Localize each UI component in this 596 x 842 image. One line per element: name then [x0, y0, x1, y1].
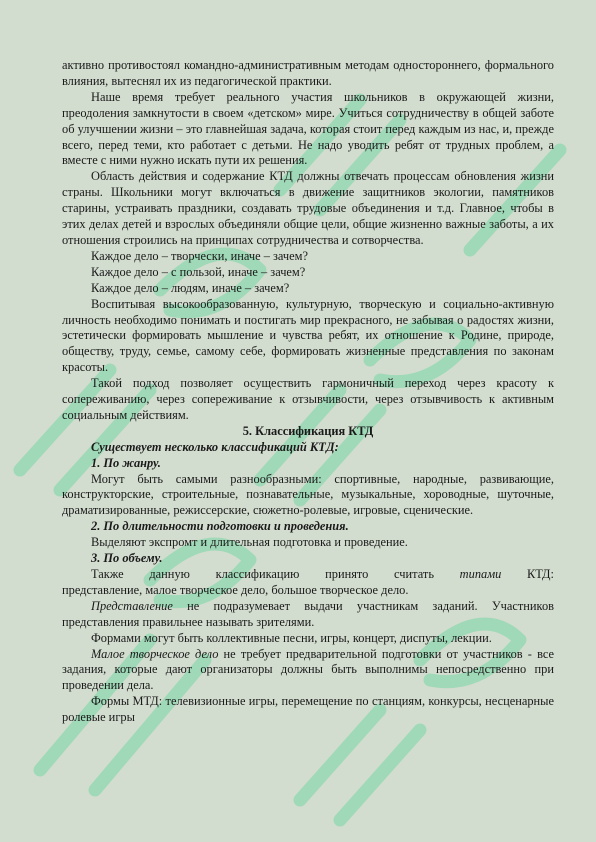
subheading: 3. По объему. — [91, 551, 163, 566]
paragraph: Наше время требует реального участия школьников в окружающей жизни, преодоления замкнутости в своем «детском» мире. Учиться сотрудничеству в общей заботе об улучшении жизни – это главнейшая задача, которая стоит перед каждым из нас, и, прежде всего, перед теми, кто работает с детьми. Не надо уводить ребят от трудных проблем, а вместе с ними нужно искать пути их решения. — [62, 89, 554, 168]
poem-line: Каждое дело – с пользой, иначе – зачем? — [91, 264, 306, 279]
paragraph: Выделяют экспромт и длительная подготовка и проведение. — [91, 535, 408, 550]
term-emphasis: Представление — [91, 598, 173, 613]
paragraph — [62, 647, 554, 695]
paragraph: представление, малое творческое дело, большое творческое дело. — [62, 582, 409, 597]
paragraph: Формами могут быть коллективные песни, игры, концерт, диспуты, лекции. — [91, 630, 492, 645]
word: принято — [325, 567, 369, 581]
paragraph: Такой подход позволяет осуществить гармоничный переход через красоту к сопереживанию, через сопереживание к отзывчивости, через отзывчивость к активным социальным действиям. — [62, 376, 554, 422]
poem-line: Каждое дело – людям, иначе – зачем? — [91, 280, 290, 295]
paragraph: активно противостоял командно-административным методам одностороннего, формального влияния, вытеснял их из педагогической практики. — [62, 58, 554, 88]
word: считать — [394, 567, 434, 581]
justified-line — [62, 567, 554, 583]
paragraph: Могут быть самыми разнообразными: спортивные, народные, развивающие, конструкторские, строительные, познавательные, музыкальные, хороводные, шуточные, драматизированные, режиссерские, сюжетно-ролевые, игровые, сценические. — [62, 471, 554, 518]
word: КТД: — [527, 567, 554, 581]
word: классификацию — [215, 567, 300, 581]
paragraph-text: не требует предварительной подготовки от участников - все задания, которые дают организаторы должны быть выполнимы непосредственно при проведении дела. — [62, 646, 554, 693]
subheading: Существует несколько классификаций КТД: — [91, 439, 339, 454]
poem-line: Каждое дело – творчески, иначе – зачем? — [91, 248, 308, 263]
word-emphasis: типами — [459, 567, 502, 581]
term-emphasis: Малое творческое дело — [91, 646, 219, 661]
subheading: 1. По жанру. — [91, 455, 161, 470]
paragraph — [62, 599, 554, 631]
watermark-glyph — [300, 710, 420, 820]
paragraph: Формы МТД: телевизионные игры, перемещение по станциям, конкурсы, несценарные ролевые игры — [62, 694, 554, 725]
paragraph: Воспитывая высокообразованную, культурную, творческую и социально-активную личность необходимо понимать и постигать мир прекрасного, не забывая о радостях жизни, эстетически формировать мышление и чувства ребят, их отношение к Родине, природе, обществу, труду, семье, самому себе, формировать жизненные представления по законам красоты. — [62, 296, 554, 375]
paragraph-text: не подразумевает выдачи участникам заданий. Участников представления правильнее называть зрителями. — [62, 598, 554, 629]
paragraph: Область действия и содержание КТД должны отвечать процессам обновления жизни страны. Школьники могут включаться в движение защитников экологии, памятников старины, устраивать праздники, создавать трудовые объединения и т.д. Главное, чтобы в этих делах детей и взрослых объединяли общие цели, общие жизненно важные заботы, а их отношения строились на принципах сотрудничества и сотворчества. — [62, 169, 554, 247]
document-page — [62, 58, 554, 726]
subheading: 2. По длительности подготовки и проведения. — [91, 519, 349, 534]
word: данную — [149, 567, 190, 581]
word: Также — [91, 567, 124, 581]
section-heading: 5. Классификация КТД — [242, 423, 374, 438]
